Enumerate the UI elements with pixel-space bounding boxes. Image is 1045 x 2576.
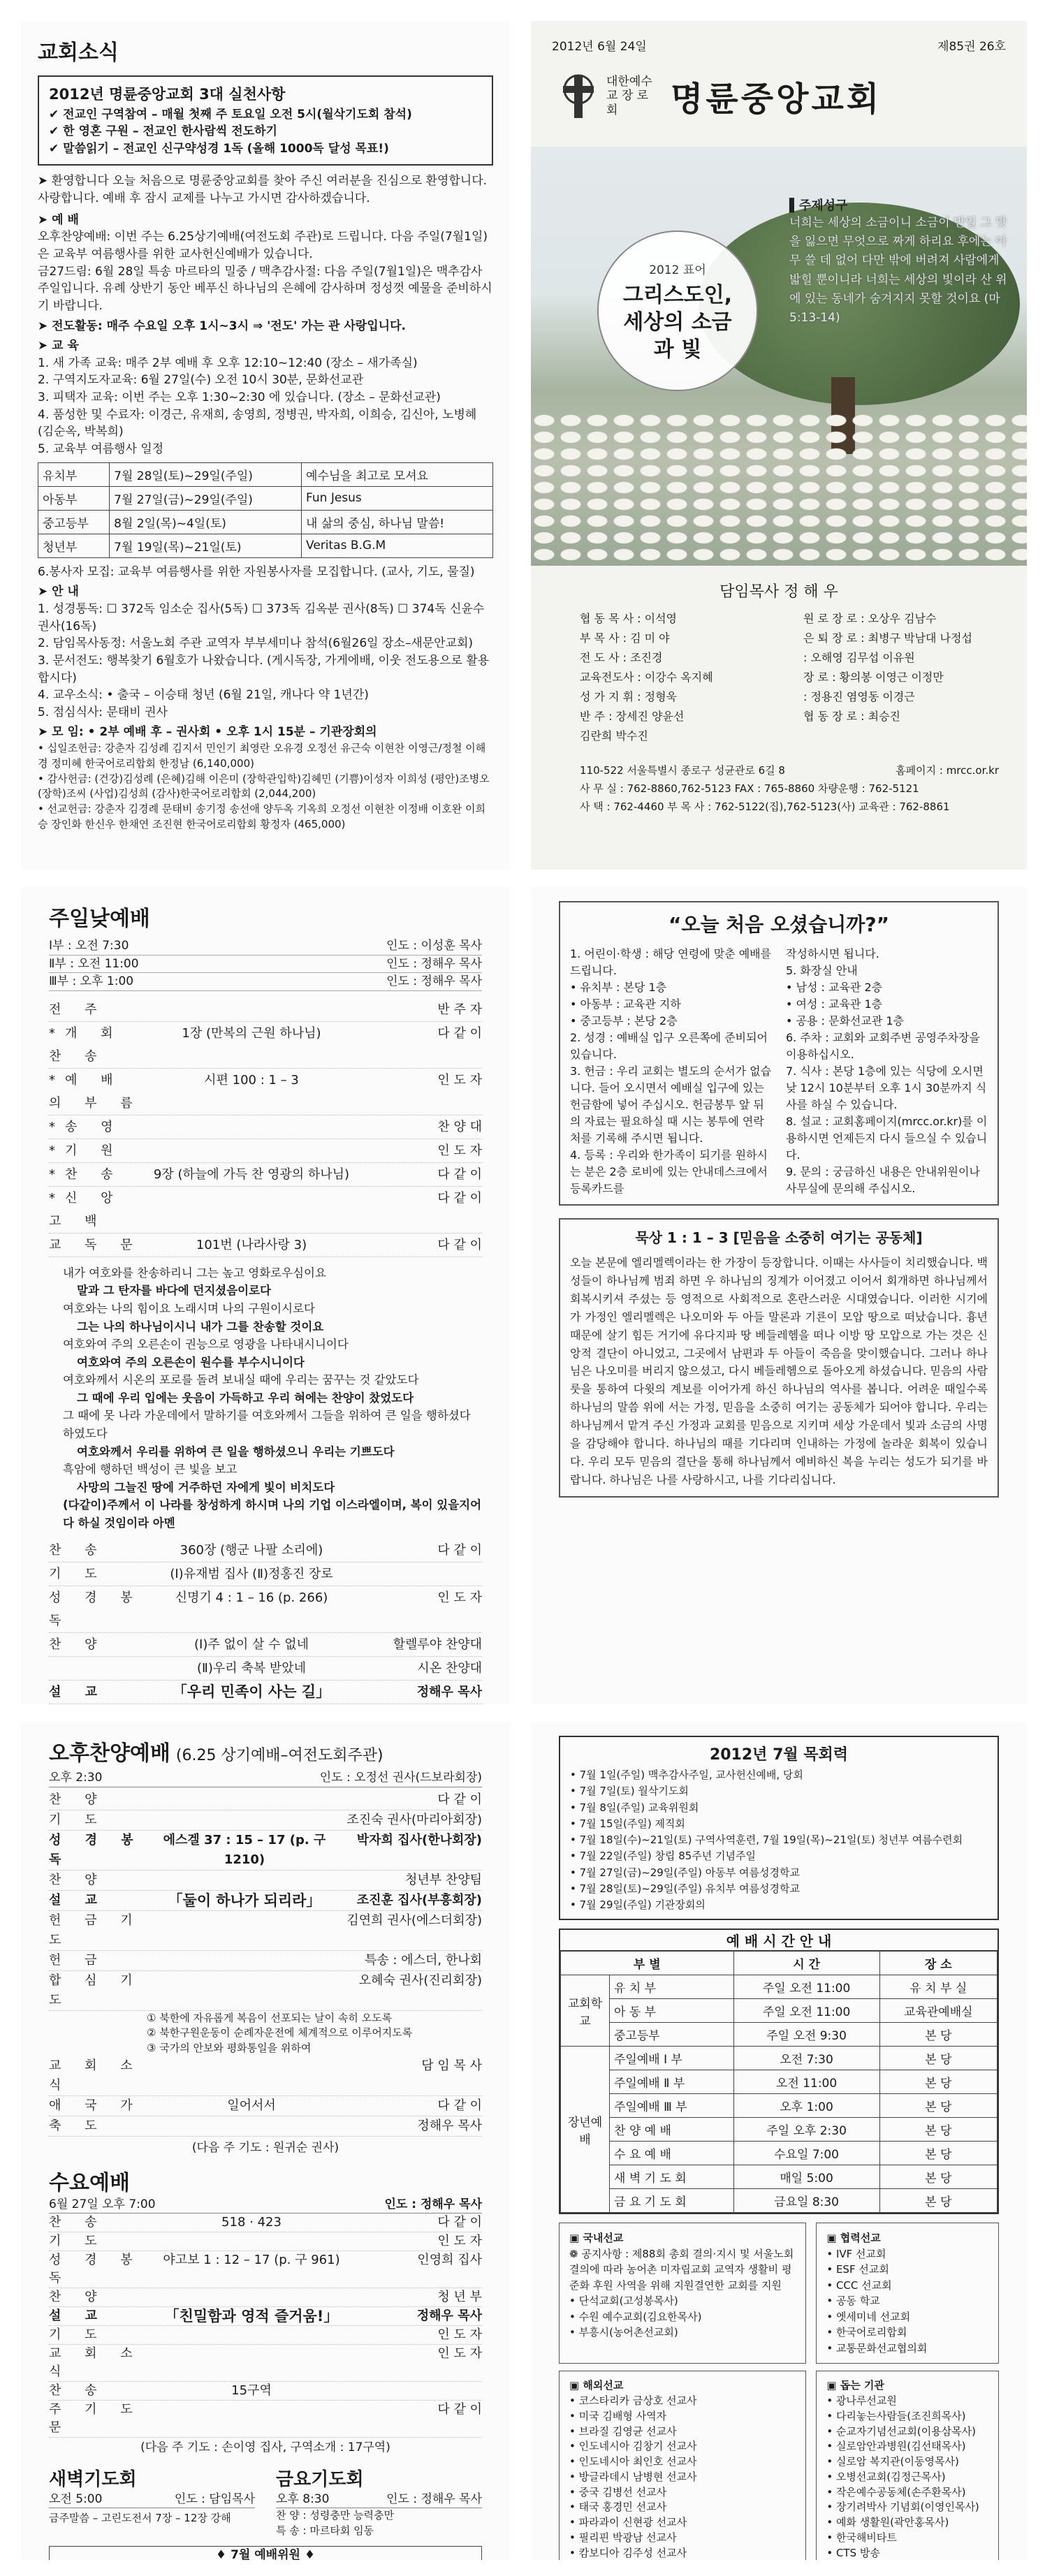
worship-order-row: 성 경 봉 독 에스겔 37 : 15 – 17 (p. 구 1210) 박자희 집사(한나회장) <box>49 1831 482 1871</box>
table-row: 장년예배 주일예배 Ⅰ 부 오전 7:30 본 당 <box>561 2047 998 2070</box>
worship-order-row: 찬 송 360장 (행군 나팔 소리에) 다 같 이 <box>49 1539 482 1563</box>
mission-item: • 필리핀 박광남 선교사 <box>569 2531 677 2544</box>
visit-guide-right: 작성하시면 됩니다. 5. 화장실 안내 • 남성 : 교육관 2층 • 여성 : 교육관 1층 • 공용 : 문화선교관 1층 6. 주차 : 교회와 교회주변 공영주차장을 이용하십시오. 7. 식사 : 본당 1층에 있는 식당에 오시면 낮 12시 10분부터 오후 1시 30분까지 식사를 하실 수 있습니다. 8. 설교 : 교회홈페이지(mrcc.or.kr)를 이용하시면 언제든지 다시 들으실 수 있습니다. 9. 문의 : 궁금하신 내용은 안내위원이나 사무실에 문의해 주십시오. <box>786 947 988 1195</box>
worship-heading: ➤ 예 배 <box>38 212 79 227</box>
education-heading: ➤ 교 육 <box>38 339 79 353</box>
mission-item: ❁ 공지사항 : 제88회 총회 결의·지시 및 서울노회 결의에 따라 농어촌 미자립교회 교역자 생활비 평준화 후원 사역을 위해 지원결연한 교회를 지원 <box>569 2247 794 2292</box>
mission-item: • 실로암안과병원(김선태목사) <box>826 2440 966 2453</box>
plan-item: ✔ 전교인 구역참여 – 매월 첫째 주 토요일 오전 5시(월삭기도회 참석) <box>49 107 412 122</box>
worship-order-row: 설 교 「둘이 하나가 되리라」 조진훈 집사(부흥회장) <box>49 1891 482 1911</box>
worship-order-row: *송 영 찬 양 대 <box>49 1115 482 1139</box>
worship-order-row: 기 도 인 도 자 <box>49 2326 482 2345</box>
notice-item: 2. 담임목사동정: 서울노회 주관 교역자 부부세미나 참석(6월26일 장소–새문안교회) <box>38 636 474 651</box>
tithe-text: • 십일조헌금: 강춘자 김성례 김지서 민인기 최영란 오유경 오정선 유근숙 이현찬 이영근/정철 이해경 정미혜 한국어로리합회 한정남 (6,140,000) <box>38 742 486 770</box>
worship-order-row: 전 주 반 주 자 <box>49 998 482 1022</box>
worship-order-row: *기 원 인 도 자 <box>49 1139 482 1163</box>
mission-item: • 코스타리카 금상호 선교사 <box>569 2394 697 2407</box>
calendar-item: • 7월 7일(토) 월삭기도회 <box>570 1785 689 1798</box>
education-item: 5. 교육부 여름행사 일정 <box>38 442 164 457</box>
phone-line: 사 택 : 762-4460 부 목 사 : 762-5122(집),762-5123(사) 교육관 : 762-8861 <box>580 800 950 813</box>
calendar-item: • 7월 15일(주일) 제직회 <box>570 1817 685 1830</box>
table-row: 새 벽 기 도 회 매일 5:00 본 당 <box>561 2165 998 2189</box>
mission-item: • 엣세미네 선교회 <box>826 2310 911 2323</box>
education-item: 4. 품성한 및 수료자: 이경근, 유재희, 송영희, 정병권, 박자희, 이희승, 김신아, 노병혜 (김순옥, 박복희) <box>38 407 477 439</box>
calendar-item: • 7월 27일(금)~29일(주일) 아동부 여름성경학교 <box>570 1866 800 1879</box>
duty-table <box>49 2546 482 2560</box>
order-of-worship-2 <box>49 1539 482 1704</box>
mission-item: • 실로암 복지관(이동영목사) <box>826 2455 959 2468</box>
worship-order-row: 축 도 정해우 목사 <box>49 2116 482 2137</box>
worship-text: 오후찬양예배: 이번 주는 6.25상기예배(여전도회 주관)로 드립니다. 다음 주일(7월1일)은 교육부 여름행사를 위한 교사헌신예배가 있습니다. <box>38 230 488 261</box>
theme-verse-box <box>789 196 1013 328</box>
church-address: 110-522 서울특별시 종로구 성균관로 6길 8 <box>580 764 785 777</box>
friday-title: 금요기도회 <box>276 2468 364 2490</box>
mission-item: • 작은예수공동체(손주환목사) <box>826 2485 966 2498</box>
education-item: 1. 새 가족 교육: 매주 2부 예배 후 오후 12:10~12:40 (장소 – 새가족실) <box>38 356 418 370</box>
mission-item: • CCC 선교회 <box>826 2278 892 2292</box>
staff-row: 전 도 사 : 조진경 : 오해영 김무섭 이유원 <box>580 651 915 664</box>
evening-next-week: (다음 주 기도 : 원귀순 권사) <box>191 2140 339 2155</box>
duty-title: ♦ 7월 예배위원 ♦ <box>50 2547 481 2560</box>
cover-panel <box>531 21 1027 870</box>
table-row: 중고등부 주일 오전 9:30 본 당 <box>561 2023 998 2047</box>
mission-item: • 광나루선교원 <box>826 2394 897 2407</box>
dawn-prayer-block: 새벽기도회 오전 5:00 인도 : 담임목사 금주말씀 – 고린도전서 7장 – 12장 강해 <box>49 2465 255 2539</box>
overseas-title: ▣ 해외선교 <box>569 2379 624 2392</box>
table-row: 청년부 7월 19일(목)~21일(토) Veritas B.G.M <box>38 534 493 557</box>
notice-item: 1. 성경통독: ☐ 372독 임소순 집사(5독) ☐ 373독 김옥분 권사(8독) ☐ 374독 신윤수 권사(16독) <box>38 601 485 634</box>
mission-item: • 방글라데시 남병현 선교사 <box>569 2470 697 2483</box>
worship-order-row: 기 도 (Ⅰ)유재범 집사 (Ⅱ)정홍진 장로 <box>49 1563 482 1586</box>
prayer-topic: ① 북한에 자유롭게 복음이 선포되는 날이 속히 오도록 <box>147 2011 393 2024</box>
wednesday-order <box>49 2213 482 2438</box>
worship-order-row: 기 도 조진숙 권사(마리아회장) <box>49 1810 482 1831</box>
responsive-reading: 내가 여호와를 찬송하리니 그는 높고 영화로우심이요 말과 그 탄자를 바다에 던지셨음이로다 여호와는 나의 힘이요 노래시며 나의 구원이시로다 그는 나의 하나님이시니 내가 그를 찬송할 것이요 여호와여 주의 오른손이 권능으로 영광을 나타내시니이다 여호와여 주의 오른손이 원수를 부수시니이다 여호와께서 시온의 포로를 돌려 보내실 때에 우리는 꿈꾸는 것 같았도다 그 때에 우리 입에는 웃음이 가득하고 우리 혀에는 찬양이 찼었도다 그 때에 못 나라 가운데에서 말하기를 여호와께서 그들을 위하여 큰 일을 행하셨다 하였도다 여호와께서 우리를 위하여 큰 일을 행하셨으니 우리는 기쁘도다 흑암에 행하던 백성이 큰 빛을 보고 사망의 그늘진 땅에 거주하던 자에게 빛이 비치도다 (다같이)주께서 이 나라를 창성하게 하시며 나의 기업 이스라엘이며, 복이 있을지어다 하실 것임이라 아멘 <box>63 1266 482 1530</box>
theme-year: 2012 표어 <box>649 263 706 277</box>
mission-item: • 태국 홍경민 선교사 <box>569 2501 667 2514</box>
mission-item: • 인도네시아 최인호 선교사 <box>569 2455 697 2468</box>
theme-text: 그리스도인, 세상의 소금과 빛 <box>622 283 733 362</box>
worship-order-row: 애 국 가 일어서서 다 같 이 <box>49 2096 482 2116</box>
first-visit-box <box>559 901 999 1206</box>
calendar-item: • 7월 1일(주일) 맥추감사주일, 교사헌신예배, 당회 <box>570 1769 803 1781</box>
calendar-item: • 7월 18일(수)~21일(토) 구역사역훈련, 7월 19일(목)~21일(토) 청년부 여름수련회 <box>570 1834 963 1846</box>
table-row: 교회학교 유 치 부 주일 오전 11:00 유 치 부 실 <box>561 1975 998 1999</box>
visit-guide-left: 1. 어린이·학생 : 해당 연령에 맞춘 예배를 드립니다. • 유치부 : 본당 1층 • 아동부 : 교육관 지하 • 중고등부 : 본당 2층 2. 성경 : 예배실 입구 오른쪽에 준비되어 있습니다. 3. 헌금 : 우리 교회는 별도의 순서가 없습니다. 들어 오시면서 예배실 입구에 있는 헌금함에 넣어 주십시오. 헌금봉투 앞 뒤의 자료는 필요하실 때 시는 봉투에 연락처를 기록해 주시면 됩니다. 4. 등록 : 우리와 한가족이 되기를 원하시는 분은 2층 로비에 있는 안내데스크에서 등록카드를 <box>570 947 772 1195</box>
mission-item: • 파라과이 신현광 선교사 <box>569 2516 687 2529</box>
worship-order-row: *개 회 찬 송 1장 (만복의 근원 하나님) 다 같 이 <box>49 1022 482 1069</box>
table-row: 찬 양 예 배 주일 오후 2:30 본 당 <box>561 2118 998 2142</box>
service-row: Ⅰ부 : 오전 7:30 인도 : 이성훈 목사 <box>49 937 482 956</box>
mission-item: • 순교자기념선교회(이용삼목사) <box>826 2424 977 2438</box>
prayer-text: 금27드림: 6월 28일 특송 마르타의 밀중 / 맥추감사절: 다음 주일(7월1일)은 맥추감사주일입니다. 유례 상반기 동안 베푸신 하나님의 은혜에 감사하며 정성껏 예물을 준비하시기 바랍니다. <box>38 264 492 313</box>
worship-order-row: *예 배 의 부 름 시편 100 : 1 – 3 인 도 자 <box>49 1069 482 1115</box>
church-name: 명륜중앙교회 <box>671 80 882 119</box>
worship-order-row: (Ⅱ)우리 축복 받았네 시온 찬양대 <box>49 1657 482 1681</box>
news-title: 교회소식 <box>38 41 119 65</box>
mission-item: • 다리놓는사람들(조진희목사) <box>826 2409 966 2422</box>
mission-item: • 수원 예수교회(김요한목사) <box>569 2310 702 2323</box>
church-homepage: 홈페이지 : mrcc.or.kr <box>896 764 999 777</box>
worship-order-row: 교 독 문 101번 (나라사랑 3) 다 같 이 <box>49 1234 482 1257</box>
cooperation-mission-box <box>816 2223 999 2364</box>
prayer-topic: ③ 국가의 안보와 평화통일을 위하여 <box>147 2042 312 2055</box>
wednesday-leader: 인도 : 정해우 목사 <box>384 2197 482 2211</box>
theme-verse: 너희는 세상의 소금이니 소금이 만일 그 맛을 잃으면 무엇으로 짜게 하리요 후에는 아무 쓸 데 없어 다만 밖에 버려져 사람에게 밟힐 뿐이니라 너희는 세상의 빛이라 산 위에 있는 동네가 숨겨지지 못할 것이요 (마5:13-14) <box>789 216 1007 325</box>
volunteer-text: 6.봉사자 모집: 교육부 여름행사를 위한 자원봉사자를 모집합니다. (교사, 기도, 물질) <box>38 564 475 579</box>
schedule-panel <box>531 1722 1027 2560</box>
worship-order-row: 찬 송 518 · 423 다 같 이 <box>49 2213 482 2232</box>
plan-title: 2012년 명륜중앙교회 3대 실천사항 <box>49 86 286 103</box>
support-org-box <box>816 2371 999 2560</box>
calendar-item: • 7월 8일(주일) 교육위원회 <box>570 1801 699 1814</box>
visitor-panel <box>531 887 1027 1704</box>
staff-row: 성 가 지 휘 : 정형욱 : 정용진 염영동 이경근 <box>580 690 915 703</box>
meditation-text: 오늘 본문에 엘리멜렉이라는 한 가장이 등장합니다. 이때는 사사들이 치리했습니다. 백성들이 하나님께 범죄 하면 우 하나님의 징계가 이어졌고 이어서 회개하면 하나님께서 회복시키셔 주셨는 등 영적으로 사회적으로 혼란스러운 시대였습니다. 이러한 시기에 가 가정인 엘리멜렉은 나오미와 두 아들 말론과 기룐이 모압 땅으로 떠났습니다. 흉년 때문에 살기 힘든 거기에 유다지파 땅 베들레헴을 떠나 이방 땅 모압으로 가는 것은 신앙적 결단이 아니었고, 그곳에서 남편과 두 아들이 죽음을 맞이했습니다. 그러나 하나님은 나오미를 버리지 않으셨고, 다시 베들레헴으로 돌아오게 하셨습니다. 믿음의 사람 룻을 통하여 다윗의 계보를 이어가게 하신 하나님의 역사를 봅니다. 어려운 때일수록 하나님의 말씀 위에 서는 가정, 믿음을 소중히 여기는 공동체가 되어야 합니다. 우리는 하나님께서 맡겨 주신 가정과 교회를 믿음으로 지키며 세상 가운데서 빛과 소금의 사명을 감당해야 합니다. 하나님의 때를 기다리며 인내하는 가정에 놀라운 회복이 있습니다. 우리 모두 믿음의 결단을 통해 하나님께서 예비하신 복을 누리는 성도가 되기를 바랍니다. 하나님은 나를 사랑하시고, 나를 기다리십니다. <box>570 1256 988 1486</box>
table-row: 유치부 7월 28일(토)~29일(주일) 예수님을 최고로 모셔요 <box>38 462 493 486</box>
staff-row: 협 동 목 사 : 이석영 원 로 장 로 : 오상우 김남수 <box>580 612 937 625</box>
schedule-title: 예 배 시 간 안 내 <box>560 1930 998 1951</box>
service-schedule <box>559 1929 999 2214</box>
evening-leader: 인도 : 오정선 권사(드보라회장) <box>319 1771 482 1785</box>
support-title: ▣ 돕는 기관 <box>826 2379 884 2392</box>
mission-item: • 예화 생활원(곽안홍목사) <box>826 2516 949 2529</box>
staff-list <box>580 609 999 746</box>
mission-item: • 브라질 김영균 선교사 <box>569 2424 677 2438</box>
worship-order-row: 성 경 봉 독 야고보 1 : 12 – 17 (p. 구 961) 인영희 집사 <box>49 2251 482 2288</box>
overseas-mission-box <box>559 2371 806 2560</box>
table-row: 금 요 기 도 회 금요일 8:30 본 당 <box>561 2189 998 2213</box>
mission-item: • 캄보디아 김주성 선교사 <box>569 2546 687 2559</box>
service-row: Ⅲ부 : 오후 1:00 인도 : 정해우 목사 <box>49 973 482 991</box>
notice-item: 3. 문서전도: 행복찾기 6월호가 나왔습니다. (게시독장, 가게에배, 이웃 전도용으로 활용합시다) <box>38 653 490 685</box>
senior-pastor: 담임목사 정 해 우 <box>719 583 838 601</box>
notice-item: 4. 교우소식: • 출국 – 이승태 청년 (6월 21일, 캐나다 약 1년간) <box>38 688 369 703</box>
table-row: 아동부 7월 27일(금)~29일(주일) Fun Jesus <box>38 486 493 510</box>
service-row: Ⅱ부 : 오전 11:00 인도 : 정해우 목사 <box>49 956 482 974</box>
mission-item: • 부흥시(농어촌선교회) <box>569 2326 678 2339</box>
evening-order <box>49 1790 482 2137</box>
prayer-topic: ② 북한구원운동이 순례자운전에 체계적으로 이루어지도록 <box>147 2026 413 2040</box>
friday-prayer-block: 금요기도회 오후 8:30 인도 : 정해우 목사 찬 양 : 성령충만 능력충만 특 송 : 마르타회 임동 <box>276 2465 482 2539</box>
staff-row: 김란희 박수진 <box>580 729 648 742</box>
meditation-title: 묵상 1 : 1 – 3 [믿음을 소중히 여기는 공동체] <box>635 1229 923 1246</box>
welcome-text: ➤ 환영합니다 오늘 처음으로 명륜중앙교회를 찾아 주신 여러분을 진심으로 환영합니다. 사랑합니다. 예배 후 잠시 교제를 나누고 가시면 감사하겠습니다. <box>38 174 488 206</box>
mission-item: • 장기려박사 기념회(이영인목사) <box>826 2501 979 2514</box>
calendar-box <box>559 1736 999 1920</box>
contact-block <box>580 761 999 816</box>
worship-order-row: 찬 양 (Ⅰ)주 없이 살 수 없네 할렐루야 찬양대 <box>49 1633 482 1657</box>
worship-order-row: 찬 양 청년부 찬양팀 <box>49 1871 482 1891</box>
table-row: 수 요 예 배 수요일 7:00 본 당 <box>561 2142 998 2165</box>
bulletin-date: 2012년 6월 24일 <box>552 40 647 54</box>
mission-item: • 단석교회(고성봉목사) <box>569 2295 678 2308</box>
mission-item: • IVF 선교회 <box>826 2247 886 2260</box>
worship-order-row: *찬 송 9장 (하늘에 가득 찬 영광의 하나님) 다 같 이 <box>49 1163 482 1187</box>
staff-row: 부 목 사 : 김 미 야 은 퇴 장 로 : 최병구 박남대 나정섭 <box>580 631 972 645</box>
domestic-mission-box <box>559 2223 806 2364</box>
worship-order-row: 찬 양 청 년 부 <box>49 2288 482 2307</box>
first-visit-title: “오늘 처음 오셨습니까?” <box>668 913 889 936</box>
denomination: 대한예수교 장 로 회 <box>606 74 652 117</box>
evening-title: 오후찬양예배 <box>49 1741 170 1766</box>
staff-row: 교육전도사 : 이강수 옥지혜 장 로 : 황의봉 이영근 이정만 <box>580 671 944 684</box>
table-row: 부 별 시 간 장 소 <box>561 1952 998 1975</box>
morning-title: 주일낮예배 <box>49 907 150 931</box>
evening-time: 오후 2:30 <box>49 1771 103 1785</box>
mission-item: • 미국 김배형 사역자 <box>569 2409 667 2422</box>
worship-order-row: 찬 양 다 같 이 <box>49 1790 482 1810</box>
calendar-item: • 7월 28일(토)~29일(주일) 유치부 여름성경학교 <box>570 1882 800 1895</box>
table-row: 중고등부 8월 2일(목)~4일(토) 내 삶의 중심, 하나님 말씀! <box>38 510 493 534</box>
worship-order-row: 찬 송 15구역 <box>49 2382 482 2401</box>
verse-label: ▌주제성구 <box>789 198 848 213</box>
mission-item: • CTS 방송 <box>826 2546 880 2559</box>
mission-item: • 오병선교회(김정근목사) <box>826 2470 946 2483</box>
phone-line: 사 무 실 : 762-8860,762-5123 FAX : 765-8860 차량운행 : 762-5121 <box>580 782 919 795</box>
staff-row: 반 주 : 장세진 양윤선 협 동 장 로 : 최승진 <box>580 710 901 723</box>
worship-order-row: 교 회 소 식 인 도 자 <box>49 2345 482 2382</box>
worship-order-row: 성 경 봉 독 신명기 4 : 1 – 16 (p. 266) 인 도 자 <box>49 1586 482 1633</box>
notice-item: 5. 점심식사: 문태비 권사 <box>38 705 168 719</box>
dawn-note: 금주말씀 – 고린도전서 7장 – 12장 강해 <box>49 2512 231 2525</box>
mission-item: • 중국 김병선 선교사 <box>569 2485 667 2498</box>
calendar-title: 2012년 7월 목회력 <box>709 1746 849 1764</box>
mission-item: • 한국어로리합회 <box>826 2326 907 2339</box>
mission-item: • 공동 학교 <box>826 2295 880 2308</box>
thanks-offering-text: • 감사헌금: (건강)김성례 (은혜)김해 이은미 (장학관입학)김혜민 (기쁨)이성자 이희성 (평안)조병오 (장학)조씨 (사업)김성희 (감사)한국어로리합회 (2,044,200) <box>38 772 490 800</box>
mission-item: • 인도네시아 김창기 선교사 <box>569 2440 697 2453</box>
table-row: 주일예배 Ⅱ 부 오전 11:00 본 당 <box>561 2070 998 2094</box>
friday-praise: 찬 양 : 성령충만 능력충만 <box>276 2509 395 2522</box>
cooperation-title: ▣ 협력선교 <box>826 2232 881 2245</box>
mission-offering-text: • 선교헌금: 강춘자 김경례 문태비 송기정 송선애 양두옥 기옥희 오정선 이현찬 이정배 이호완 이희승 장인화 한신우 한채연 조진현 한국어로리합회 황정자 (465,000) <box>38 803 485 830</box>
order-of-worship-1 <box>49 998 482 1257</box>
meditation-box <box>559 1218 999 1498</box>
calendar-item: • 7월 29일(주일) 기관장회의 <box>570 1898 706 1911</box>
service-times <box>49 937 482 991</box>
plan-box <box>38 75 493 166</box>
worship-order-row: *신 앙 고 백 다 같 이 <box>49 1187 482 1234</box>
worship-order-row: 설 교 「친밀함과 영적 즐거움!」 정해우 목사 <box>49 2308 482 2325</box>
worship-order-row: 헌 금 특송 : 에스더, 한나회 <box>49 1951 482 1971</box>
mission-item: • 한국해비타트 <box>826 2531 897 2544</box>
mission-item: • 교통문화선교협의회 <box>826 2341 928 2355</box>
domestic-title: ▣ 국내선교 <box>569 2232 624 2245</box>
worship-order-row: 기 도 인 도 자 <box>49 2232 482 2251</box>
worship-order-row: 헌 금 기 도 김연희 권사(에스더회장) <box>49 1911 482 1951</box>
education-item: 3. 피택자 교육: 이번 주는 오후 1:30~2:30 에 있습니다. (장소 – 문화선교관) <box>38 390 441 405</box>
table-row: 주일예배 Ⅲ 부 오후 1:00 본 당 <box>561 2094 998 2118</box>
evangelism-text: ➤ 전도활동: 매주 수요일 오후 1시~3시 ⇒ '전도' 가는 관 사랑입니다. <box>38 319 406 333</box>
church-news-panel <box>21 21 510 870</box>
table-row: 아 동 부 주일 오전 11:00 교육관예배실 <box>561 1999 998 2023</box>
wednesday-time: 6월 27일 오후 7:00 <box>49 2197 156 2211</box>
evening-subtitle: (6.25 상기예배–여전도회주관) <box>175 1747 383 1764</box>
wednesday-next-week: (다음 주 기도 : 손이영 집사, 구역소개 : 17구역) <box>140 2440 390 2455</box>
summer-schedule-table <box>38 462 493 558</box>
bulletin-issue: 제85권 26호 <box>937 40 1006 54</box>
plan-item: ✔ 말씀읽기 – 전교인 신구약성경 1독 (올해 1000독 달성 목표!) <box>49 141 389 156</box>
calendar-item: • 7월 22일(주일) 창립 85주년 기념주일 <box>570 1850 756 1863</box>
friday-special: 특 송 : 마르타회 임동 <box>276 2524 374 2538</box>
worship-order-row: 주 기 도 문 다 같 이 <box>49 2401 482 2438</box>
cross-logo-icon <box>559 73 598 119</box>
meetings-text: ➤ 모 임: • 2부 예배 후 – 권사회 • 오후 1시 15분 – 기관장회의 <box>38 725 377 740</box>
worship-order-row: 교 회 소 식 담 임 목 사 <box>49 2056 482 2096</box>
theme-badge <box>597 230 758 391</box>
education-item: 2. 구역지도자교육: 6월 27일(수) 오전 10시 30분, 문화선교관 <box>38 373 364 388</box>
mission-item: • ESF 선교회 <box>826 2263 889 2276</box>
wednesday-title: 수요예배 <box>49 2170 130 2195</box>
plan-item: ✔ 한 영혼 구원 – 전교인 한사람씩 전도하기 <box>49 124 277 139</box>
notice-heading: ➤ 안 내 <box>38 585 79 599</box>
morning-worship-panel <box>21 887 510 1704</box>
dawn-title: 새벽기도회 <box>49 2468 137 2490</box>
evening-worship-panel <box>21 1722 510 2560</box>
worship-order-row: 합 심 기 도 오혜숙 권사(진리회장) <box>49 1971 482 2011</box>
worship-order-row: 설 교 「우리 민족이 사는 길」 정해우 목사 <box>49 1681 482 1704</box>
